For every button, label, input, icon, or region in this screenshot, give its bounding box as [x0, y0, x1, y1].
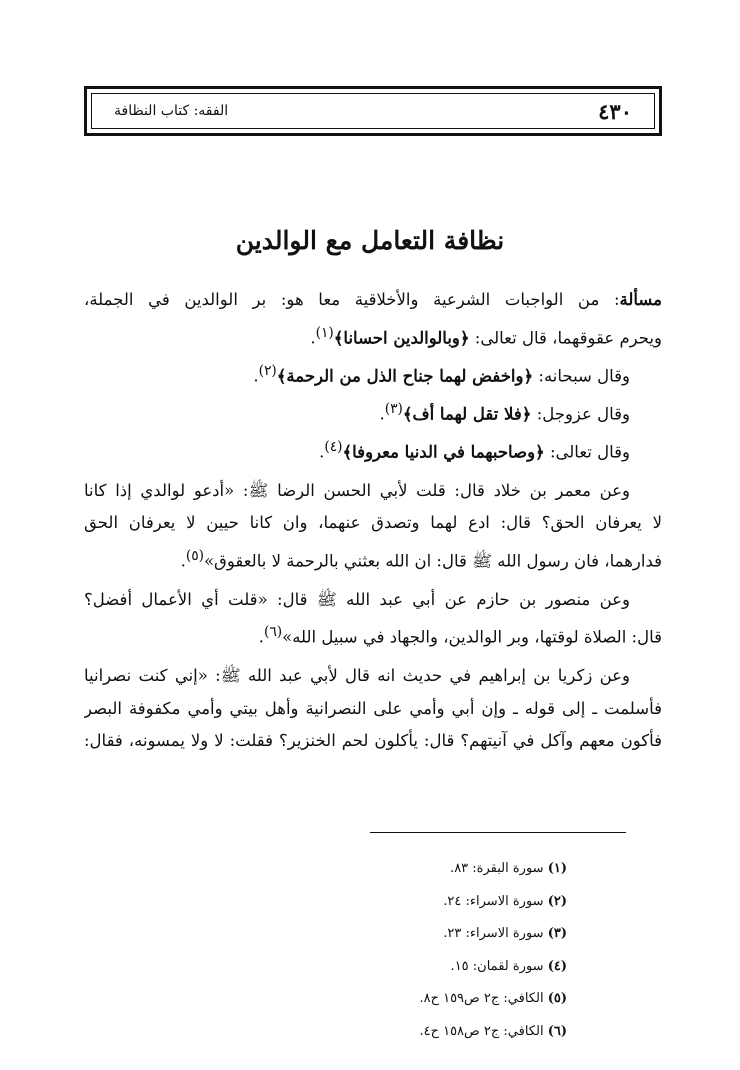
text-span: وقال عزوجل: — [531, 404, 630, 423]
text-line: وعن منصور بن حازم عن أبي عبد الله ﷺ قال: «قلت أي الأعمال أفضل؟ — [84, 589, 630, 609]
footnote-text: سورة الاسراء: ٢٣. — [443, 926, 544, 941]
paragraph-muammar — [84, 475, 662, 578]
paragraph-issue — [84, 284, 662, 469]
text-line — [84, 431, 662, 469]
paragraph-zakariya — [84, 660, 662, 758]
footnote-text: سورة لقمان: ١٥. — [450, 958, 544, 974]
footnote-ref: (١) — [315, 324, 334, 341]
text-line: فأسلمت ـ إلى قوله ـ وإن أبي وأمي على النصرانية وأهل بيتي وأمي مكفوفة البصر — [84, 698, 662, 718]
text-line — [84, 355, 662, 393]
text-span: . — [379, 404, 385, 423]
footnote-ref: (٤) — [324, 438, 343, 455]
paragraph-mansur — [84, 584, 662, 655]
footnote-number: (٣) — [547, 926, 567, 941]
quran-verse: ﴿وصاحبهما في الدنيا معروفا﴾ — [342, 442, 545, 461]
footnote-number: (٤) — [547, 958, 567, 974]
footnote-number: (٥) — [547, 991, 567, 1006]
footnote-text: سورة البقرة: ٨٣. — [450, 861, 544, 876]
text-line — [84, 317, 662, 355]
text-span: ويحرم عقوقهما، قال تعالى: — [469, 328, 662, 347]
text-span: وقال تعالى: — [544, 442, 630, 461]
page-header — [84, 86, 662, 136]
quran-verse: ﴿فلا تقل لهما أف﴾ — [402, 404, 532, 423]
text-line: لا يعرفان الحق؟ قال: ادع لهما وتصدق عنهما، وان كانا حيين لا يعرفان الحق — [84, 513, 662, 532]
footnote-ref: (٣) — [384, 400, 403, 417]
text-span: . — [319, 442, 325, 461]
text-line: وعن معمر بن خلاد قال: قلت لأبي الحسن الرضا ﷺ: «أدعو لوالدي إذا كانا — [84, 480, 630, 500]
text-span: . — [180, 551, 186, 570]
issue-label: مسألة — [619, 290, 662, 309]
footnote — [267, 886, 567, 919]
text-span: . — [258, 627, 264, 647]
text-span: . — [310, 328, 316, 347]
text-span: فدارهما، فان رسول الله ﷺ قال: ان الله بعثني بالرحمة لا بالعقوق» — [203, 551, 662, 570]
text-line — [84, 393, 662, 431]
footnote-text: سورة الاسراء: ٢٤. — [443, 893, 544, 909]
running-title: الفقه: كتاب النظافة — [114, 103, 229, 119]
footnote-number: (١) — [547, 861, 567, 876]
text-span: قال: الصلاة لوقتها، وبر الوالدين، والجهاد في سبيل الله» — [282, 627, 662, 647]
footnotes — [267, 853, 567, 1048]
text-line — [84, 284, 662, 317]
footnote — [267, 918, 567, 951]
quran-verse: ﴿واخفض لهما جناح الذل من الرحمة﴾ — [276, 366, 534, 385]
footnote-ref: (٥) — [185, 547, 204, 564]
text-line — [84, 616, 662, 654]
quran-verse: ﴿وبالوالدين احسانا﴾ — [333, 328, 470, 347]
footnote-ref: (٢) — [258, 362, 277, 379]
footnote — [267, 951, 567, 984]
footnote-text: الكافي: ج٢ ص١٥٨ ح٤. — [419, 1023, 544, 1039]
footnote-number: (٦) — [547, 1023, 567, 1039]
footnote — [267, 1016, 567, 1049]
footnote-text: الكافي: ج٢ ص١٥٩ ح٨. — [419, 991, 544, 1006]
text-span: : من الواجبات الشرعية والأخلاقية معا هو: بر الوالدين في الجملة، — [84, 290, 620, 309]
footnote-separator — [370, 832, 626, 833]
section-title: نظافة التعامل مع الوالدين — [235, 226, 505, 255]
footnote — [267, 983, 567, 1016]
footnote-number: (٢) — [547, 893, 567, 909]
text-line: فأكون معهم وآكل في آنيتهم؟ قال: يأكلون لحم الخنزير؟ فقلت: لا ولا يمسونه، فقال: — [84, 731, 662, 750]
text-span: . — [253, 366, 259, 385]
text-line — [84, 540, 662, 578]
body-text — [84, 284, 662, 764]
text-span: وقال سبحانه: — [533, 366, 630, 385]
page-number: ٤٣٠ — [598, 98, 632, 124]
footnote — [267, 853, 567, 886]
page-header-inner — [91, 93, 655, 129]
footnote-ref: (٦) — [263, 624, 283, 640]
text-line: وعن زكريا بن إبراهيم في حديث انه قال لأبي عبد الله ﷺ: «إني كنت نصرانيا — [84, 666, 630, 685]
